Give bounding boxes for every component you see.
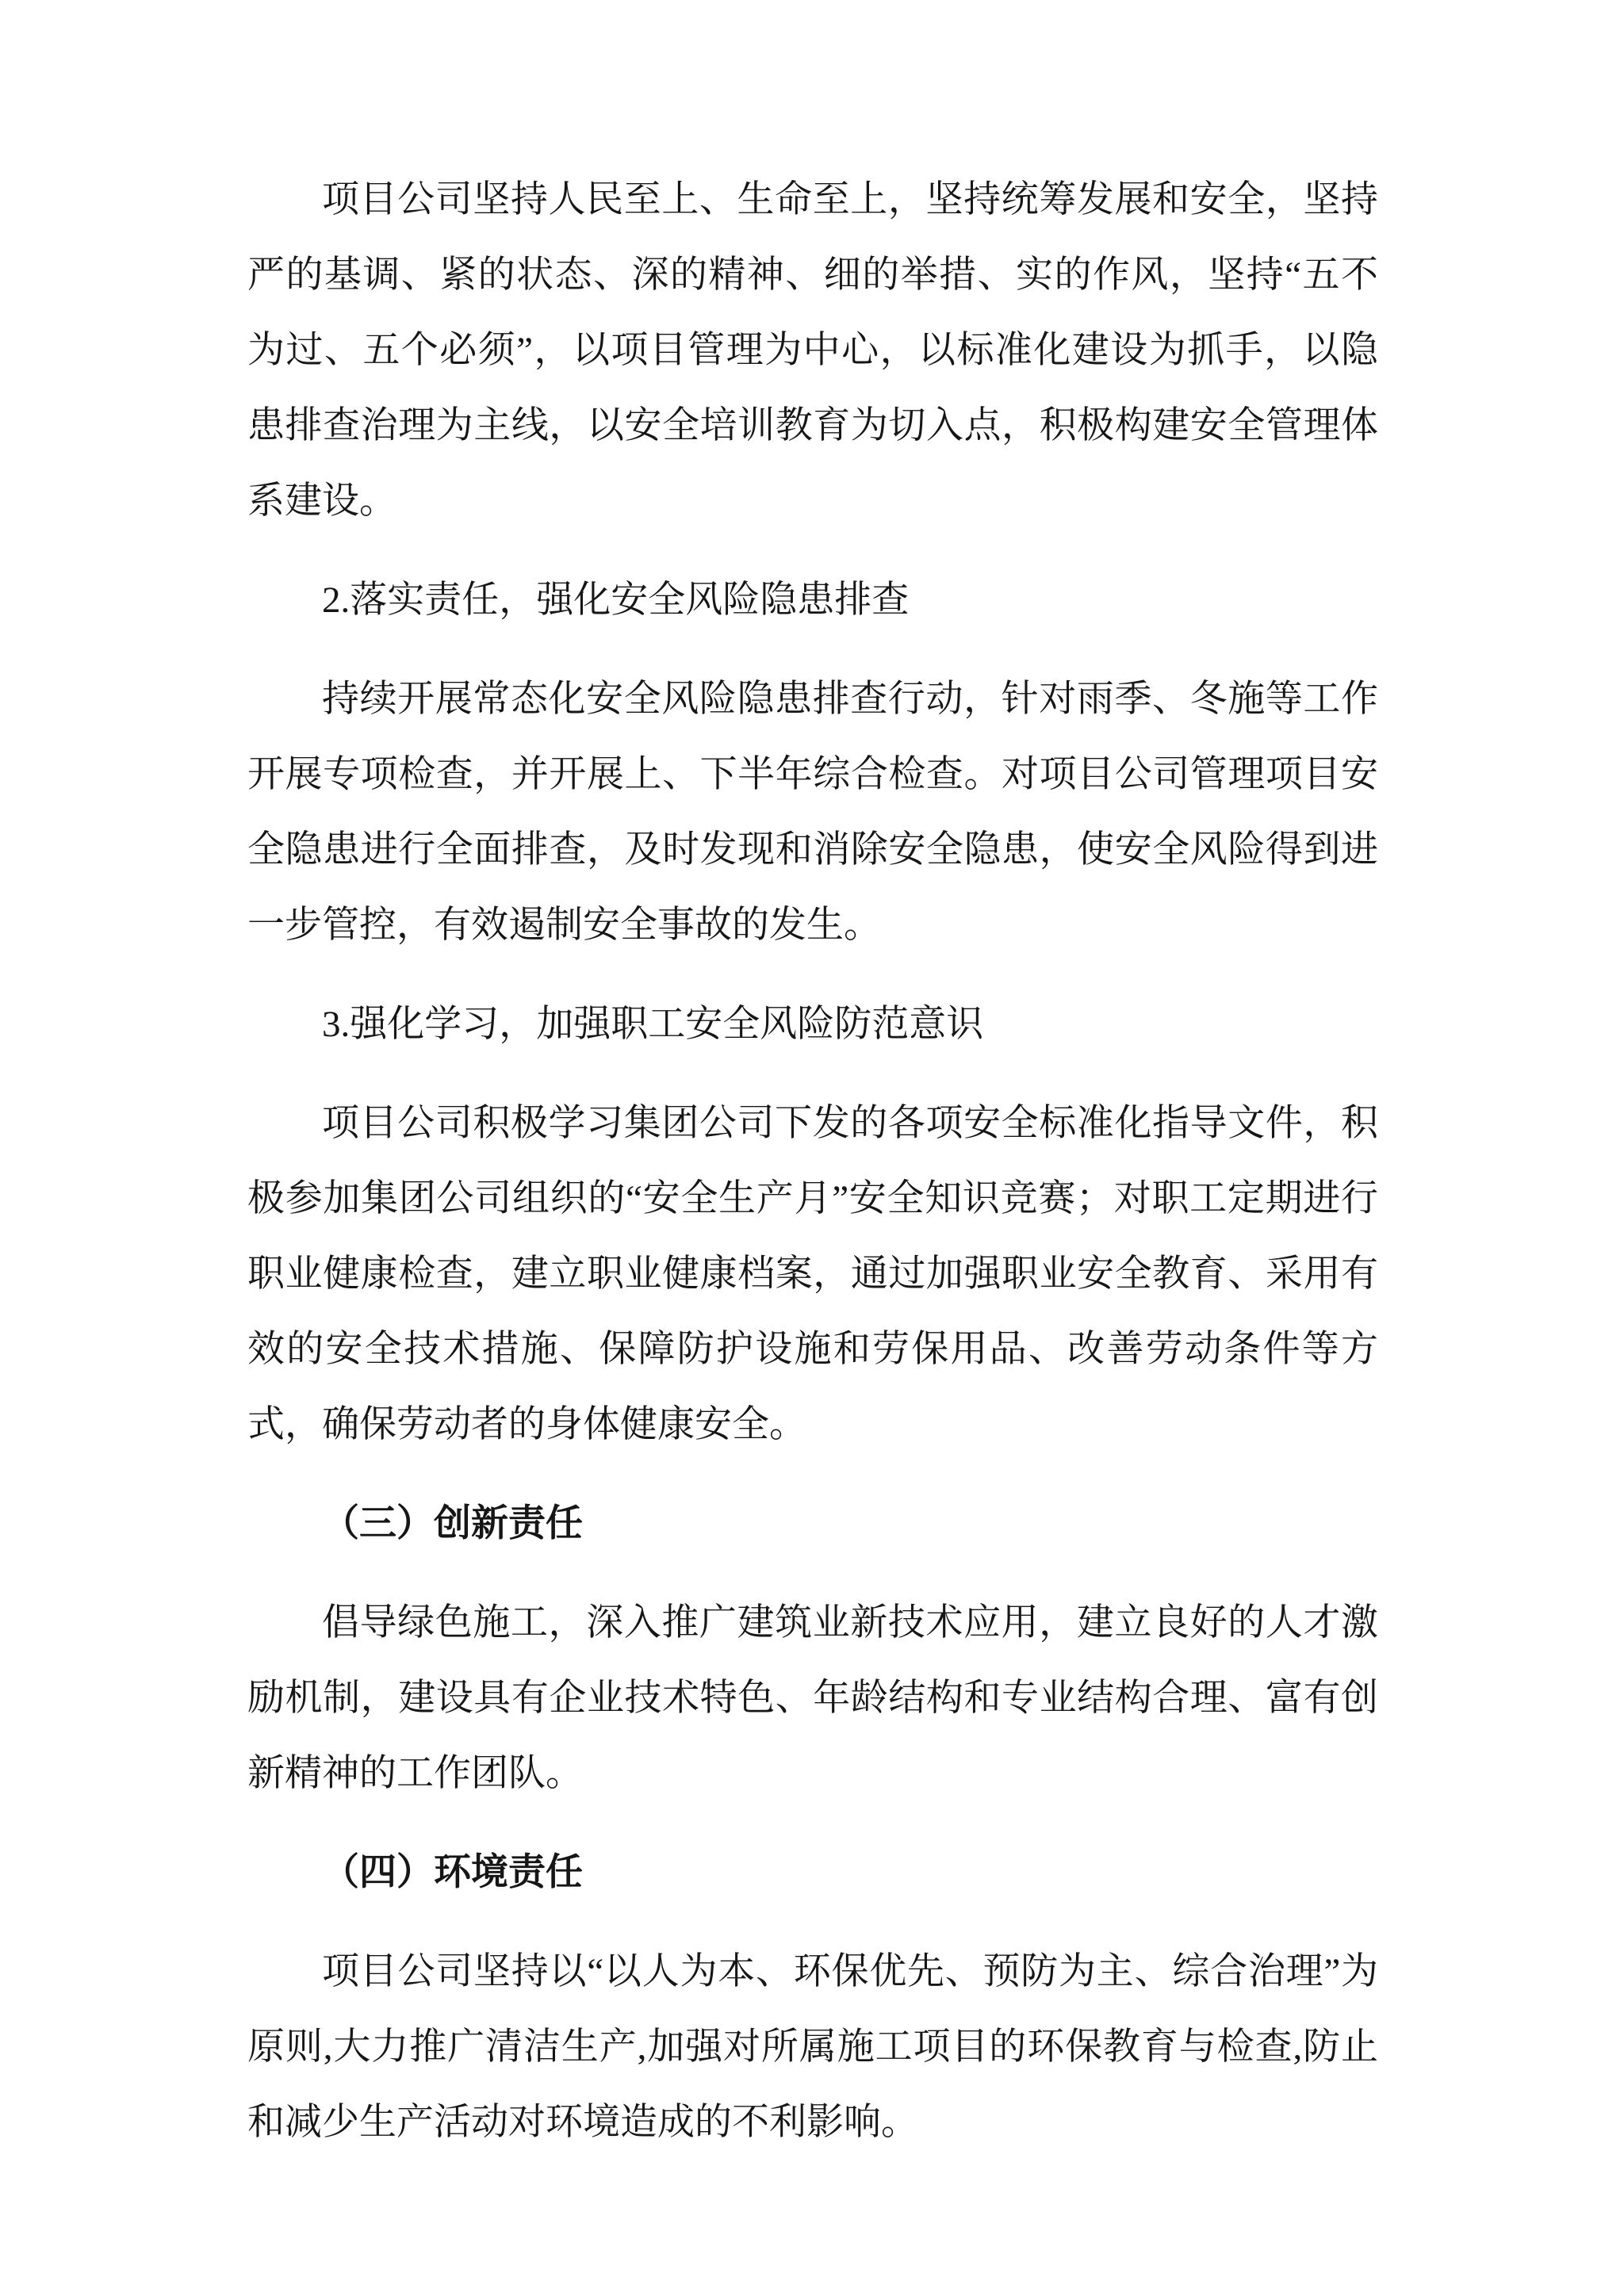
numbered-heading-3-learning: 3.强化学习，加强职工安全风险防范意识 — [322, 1004, 984, 1045]
section-heading-environment-responsibility: （四）环境责任 — [322, 1852, 583, 1893]
body-paragraph-green-construction: 倡导绿色施工，深入推广建筑业新技术应用，建立良好的人才激励机制，建设具有企业技术特色、年龄结构和专业结构合理、富有创新精神的工作团队。 — [247, 1602, 1378, 1794]
numbered-heading-2-responsibility: 2.落实责任，强化安全风险隐患排查 — [322, 580, 910, 621]
body-paragraph-clean-production: 项目公司坚持以“以人为本、环保优先、预防为主、综合治理”为原则,大力推广清洁生产,加强对所属施工项目的环保教育与检查,防止和减少生产活动对环境造成的不利影响。 — [247, 1951, 1378, 2143]
body-paragraph-safety-system: 项目公司坚持人民至上、生命至上，坚持统筹发展和安全，坚持严的基调、紧的状态、深的精神、细的举措、实的作风，坚持“五不为过、五个必须”，以项目管理为中心，以标准化建设为抓手，以隐患排查治理为主线，以安全培训教育为切入点，积极构建安全管理体系建设。 — [247, 179, 1378, 522]
body-paragraph-risk-inspection: 持续开展常态化安全风险隐患排查行动，针对雨季、冬施等工作开展专项检查，并开展上、下半年综合检查。对项目公司管理项目安全隐患进行全面排查，及时发现和消除安全隐患，使安全风险得到进一步管控，有效遏制安全事故的发生。 — [247, 679, 1378, 946]
body-paragraph-training-health: 项目公司积极学习集团公司下发的各项安全标准化指导文件，积极参加集团公司组织的“安全生产月”安全知识竞赛；对职工定期进行职业健康检查，建立职业健康档案，通过加强职业安全教育、采用有效的安全技术措施、保障防护设施和劳保用品、改善劳动条件等方式，确保劳动者的身体健康安全。 — [247, 1103, 1378, 1445]
document-body — [247, 163, 1378, 2160]
section-heading-innovation-responsibility: （三）创新责任 — [322, 1503, 583, 1544]
